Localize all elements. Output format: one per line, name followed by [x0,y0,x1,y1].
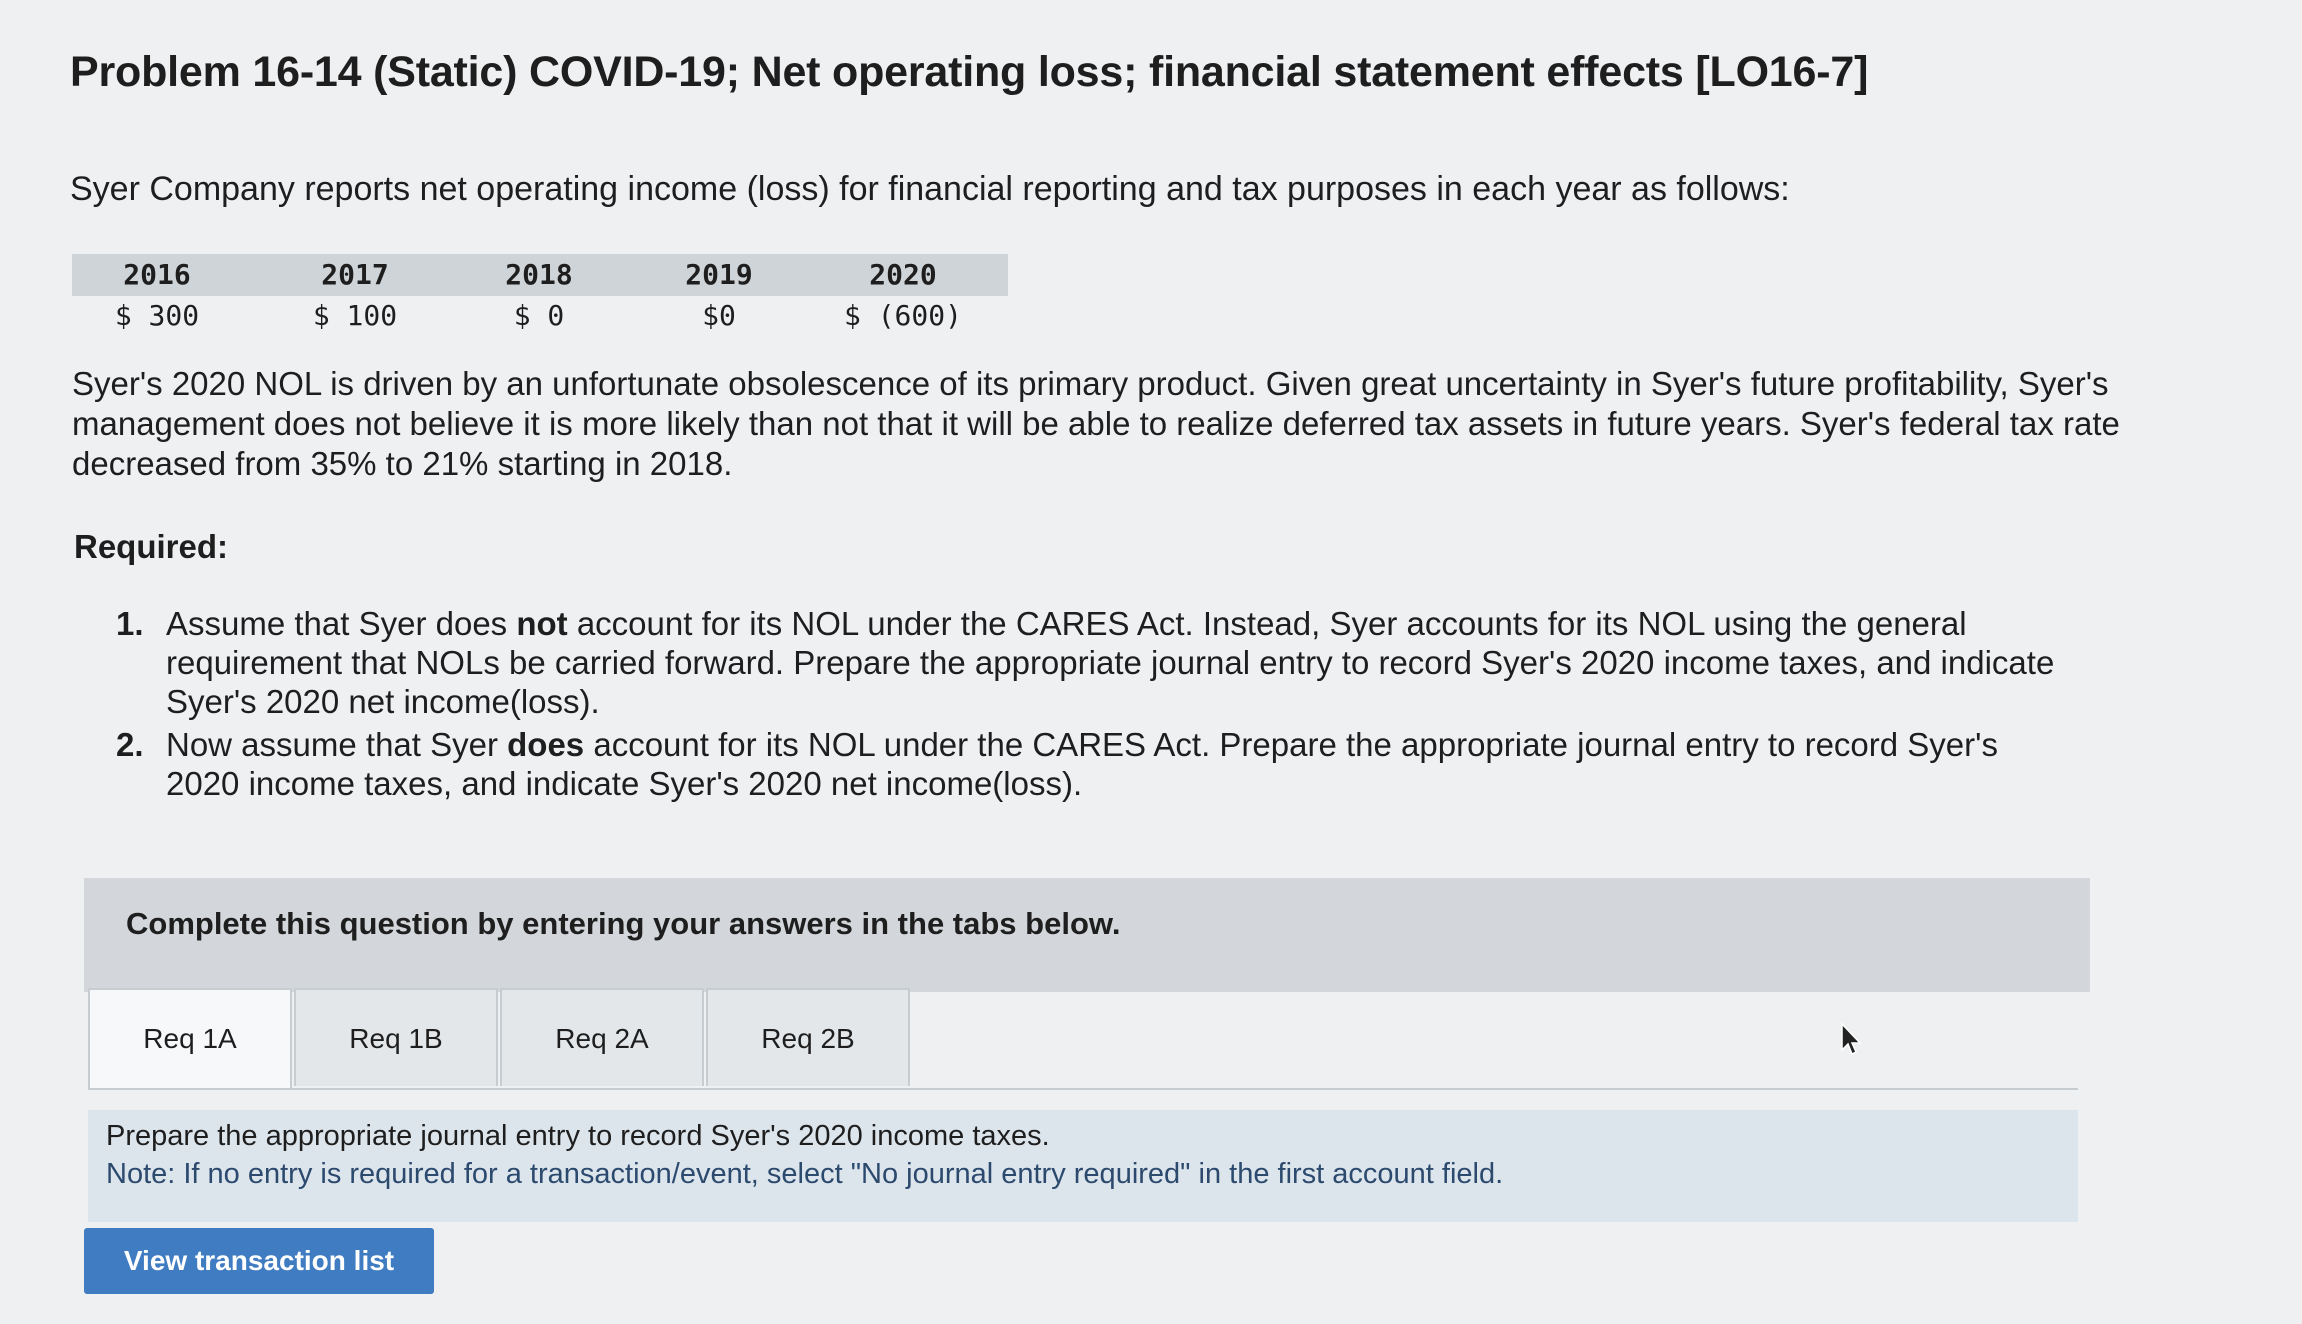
context-paragraph: Syer's 2020 NOL is driven by an unfortunate obsolescence of its primary product. Given great uncertainty in Syer's future profitability, Syer's management does not believe it is more likely than not that it will be able to realize deferred tax assets in future years. Syer's federal tax rate decreased from 35% to 21% starting in 2018. [72,365,2120,482]
table-column [270,254,440,336]
view-transaction-list-button[interactable]: View transaction list [84,1228,434,1294]
table-year: 2018 [505,258,573,291]
requirement-tabs [88,988,928,1088]
problem-intro: Syer Company reports net operating income (loss) for financial reporting and tax purposes in each year as follows: [70,170,1790,208]
complete-question-banner [84,878,2090,992]
table-year: 2016 [123,258,191,291]
instructions-box [88,1110,2078,1222]
requirement-text-pre: Assume that Syer does [166,605,517,642]
table-value: $ 100 [312,299,398,332]
table-year: 2017 [321,258,389,291]
instruction-note: Note: If no entry is required for a transaction/event, select "No journal entry required" in the first account field. [106,1158,1504,1190]
tab-req-2b[interactable]: Req 2B [706,988,910,1086]
table-year: 2020 [869,258,937,291]
problem-title: Problem 16-14 (Static) COVID-19; Net operating loss; financial statement effects [LO16-7] [70,48,1869,96]
tab-req-1a[interactable]: Req 1A [88,988,292,1090]
list-item [116,604,2076,721]
requirements-list [116,604,2076,807]
requirement-text-pre: Now assume that Syer [166,726,508,763]
table-column [454,254,624,336]
list-item [116,725,2076,803]
mouse-pointer-icon [1840,1022,1864,1058]
required-heading: Required: [74,528,229,565]
requirement-text-post: account for its NOL under the CARES Act. Instead, Syer accounts for its NOL using the general requirement that NOLs be carried forward. Prepare the appropriate journal entry to record Syer's 2020 income taxes, and indicate Syer's 2020 net income(loss). [166,605,2055,720]
tab-divider [88,1088,2078,1090]
table-column [818,254,988,336]
table-column [72,254,242,336]
requirement-number: 1. [116,605,144,642]
instruction-text: Prepare the appropriate journal entry to record Syer's 2020 income taxes. [106,1120,1050,1152]
requirement-emphasis: not [516,605,568,642]
table-column [634,254,804,336]
table-value: $ 300 [114,299,200,332]
table-value: $ (600) [843,299,962,332]
tab-req-1b[interactable]: Req 1B [294,988,498,1086]
requirement-emphasis: does [507,726,585,763]
requirement-text-post: account for its NOL under the CARES Act. Prepare the appropriate journal entry to record Syer's 2020 income taxes, and indicate Syer's 2020 net income(loss). [166,726,1998,802]
requirement-number: 2. [116,726,144,763]
complete-question-text: Complete this question by entering your answers in the tabs below. [126,906,1121,941]
income-by-year-table [72,254,1008,340]
table-value: $0 [702,299,736,332]
table-year: 2019 [685,258,753,291]
table-value: $ 0 [513,299,565,332]
tab-req-2a[interactable]: Req 2A [500,988,704,1086]
